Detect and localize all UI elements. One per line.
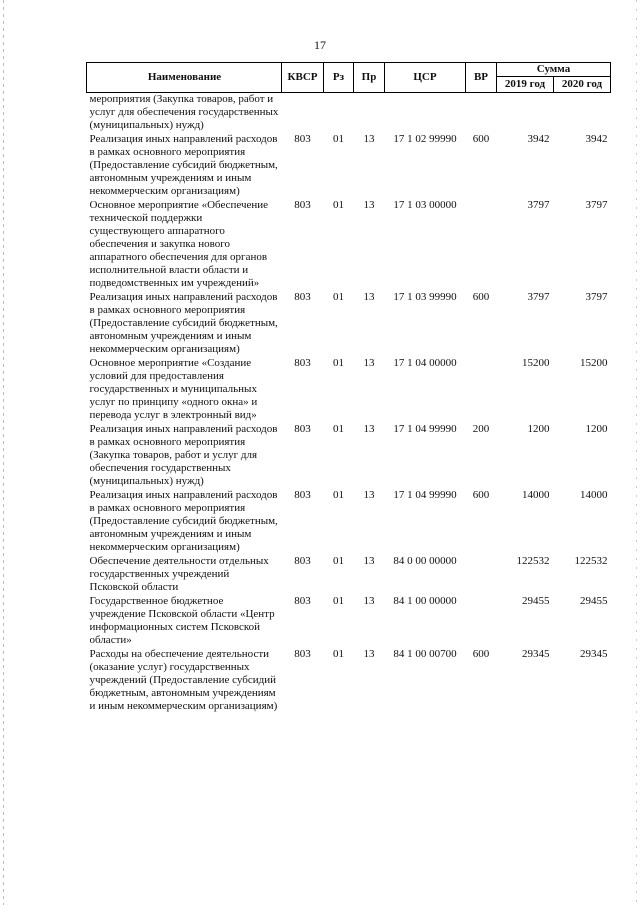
table-body: [87, 93, 611, 715]
header-pr: Пр: [354, 63, 385, 93]
cell-csr: 17 1 04 00000: [393, 357, 457, 369]
cell-vr: [466, 555, 497, 595]
cell-rz: 01: [333, 489, 344, 501]
cell-pr: 13: [363, 595, 375, 607]
cell-pr: 13: [363, 133, 375, 145]
header-rz: Рз: [324, 63, 354, 93]
header-year-2019: 2019 год: [497, 77, 554, 93]
cell-sum-2019: 122532: [516, 555, 550, 567]
table-row: [87, 648, 611, 714]
cell-kvsr: 803: [294, 555, 311, 567]
header-year-2020: 2020 год: [554, 77, 611, 93]
cell-pr: 13: [363, 648, 375, 660]
page-number: 17: [314, 38, 326, 52]
cell-rz: 01: [333, 291, 344, 303]
table-row: [87, 93, 611, 134]
cell-sum-2019: 15200: [522, 357, 550, 369]
cell-sum-2020: 29345: [580, 648, 608, 660]
cell-csr: 17 1 03 00000: [393, 199, 457, 211]
cell-rz: 01: [333, 555, 344, 567]
cell-kvsr: 803: [294, 648, 311, 660]
cell-sum-2020: 122532: [574, 555, 608, 567]
cell-csr: 17 1 04 99990: [393, 423, 457, 435]
cell-kvsr: 803: [294, 199, 311, 211]
cell-sum-2019: 14000: [522, 489, 550, 501]
table-row: [87, 357, 611, 423]
cell-kvsr: 803: [294, 489, 311, 501]
header-csr: ЦСР: [385, 63, 466, 93]
table-row: [87, 133, 611, 199]
cell-sum-2020: [554, 93, 611, 134]
cell-pr: 13: [363, 291, 375, 303]
cell-sum-2020: 3797: [585, 291, 608, 303]
cell-vr: 600: [472, 489, 490, 501]
cell-kvsr: 803: [294, 357, 311, 369]
cell-pr: [354, 93, 385, 134]
cell-kvsr: 803: [294, 133, 311, 145]
table-row: [87, 291, 611, 357]
cell-sum-2019: 3942: [527, 133, 550, 145]
table-row: [87, 423, 611, 489]
header-kvsr: КВСР: [282, 63, 324, 93]
table-row: [87, 199, 611, 291]
cell-rz: 01: [333, 423, 344, 435]
cell-sum-2020: 15200: [580, 357, 608, 369]
cell-sum-2019: 3797: [527, 291, 550, 303]
table-header: [87, 63, 611, 93]
cell-sum-2019: 1200: [527, 423, 550, 435]
cell-kvsr: 803: [294, 291, 311, 303]
cell-pr: 13: [363, 423, 375, 435]
cell-name: Реализация иных направлений расходов в рамках основного мероприятия (Закупка товаров, работ и услуг для обеспечения государственных (муниципальных) нужд): [89, 423, 278, 487]
cell-kvsr: 803: [294, 595, 311, 607]
cell-vr: 600: [472, 648, 490, 660]
cell-sum-2019: 29455: [522, 595, 550, 607]
cell-rz: 01: [333, 133, 344, 145]
cell-name: Реализация иных направлений расходов в рамках основного мероприятия (Предоставление субсидий бюджетным, автономным учреждениям и иным некоммерческим организациям): [89, 489, 278, 553]
cell-sum-2020: 14000: [580, 489, 608, 501]
cell-name: Государственное бюджетное учреждение Псковской области «Центр информационных систем Псковской области»: [89, 595, 275, 646]
cell-pr: 13: [363, 489, 375, 501]
cell-csr: 17 1 04 99990: [393, 489, 457, 501]
cell-vr: 600: [472, 133, 490, 145]
cell-pr: 13: [363, 357, 375, 369]
cell-vr: 200: [472, 423, 490, 435]
budget-table: [86, 62, 611, 714]
cell-sum-2019: 3797: [527, 199, 550, 211]
cell-vr: [466, 199, 497, 291]
cell-csr: 17 1 03 99990: [393, 291, 457, 303]
cell-name: Основное мероприятие «Создание условий для предоставления государственных и муниципальных услуг по принципу «одного окна» и перевода услуг в электронный вид»: [89, 357, 258, 421]
cell-name: Реализация иных направлений расходов в рамках основного мероприятия (Предоставление субсидий бюджетным, автономным учреждениям и иным некоммерческим организациям): [89, 291, 278, 355]
cell-name: мероприятия (Закупка товаров, работ и услуг для обеспечения государственных (муниципальных) нужд): [89, 93, 279, 131]
cell-csr: 84 0 00 00000: [393, 555, 457, 567]
header-vr: ВР: [466, 63, 497, 93]
cell-name: Реализация иных направлений расходов в рамках основного мероприятия (Предоставление субсидий бюджетным, автономным учреждениям и иным некоммерческим организациям): [89, 133, 278, 197]
cell-sum-2020: 29455: [580, 595, 608, 607]
scan-edge-left: [3, 0, 4, 905]
cell-pr: 13: [363, 199, 375, 211]
cell-vr: 600: [472, 291, 490, 303]
cell-csr: [385, 93, 466, 134]
cell-vr: [466, 595, 497, 648]
cell-csr: 84 1 00 00700: [393, 648, 457, 660]
cell-sum-2019: 29345: [522, 648, 550, 660]
cell-sum-2020: 3942: [585, 133, 608, 145]
cell-sum-2020: 3797: [585, 199, 608, 211]
cell-vr: [466, 357, 497, 423]
table-row: [87, 595, 611, 648]
header-name: Наименование: [87, 63, 282, 93]
cell-pr: 13: [363, 555, 375, 567]
scan-edge-right: [636, 0, 637, 905]
cell-csr: 84 1 00 00000: [393, 595, 457, 607]
cell-rz: 01: [333, 595, 344, 607]
cell-rz: 01: [333, 357, 344, 369]
cell-sum-2019: [497, 93, 554, 134]
cell-kvsr: 803: [294, 423, 311, 435]
cell-rz: 01: [333, 199, 344, 211]
cell-name: Основное мероприятие «Обеспечение технической поддержки существующего аппаратного обеспечения и закупка нового аппаратного обеспечения для органов исполнительной власти области и подведомственных им учреждений»: [89, 199, 269, 289]
header-sum: Сумма: [497, 63, 611, 77]
cell-vr: [466, 93, 497, 134]
table-row: [87, 555, 611, 595]
cell-name: Расходы на обеспечение деятельности (оказание услуг) государственных учреждений (Предоставление субсидий бюджетным, автономным учреждениям и иным некоммерческим организациям): [89, 648, 278, 712]
cell-csr: 17 1 02 99990: [393, 133, 457, 145]
table-row: [87, 489, 611, 555]
cell-kvsr: [282, 93, 324, 134]
cell-sum-2020: 1200: [585, 423, 608, 435]
cell-rz: 01: [333, 648, 344, 660]
cell-rz: [324, 93, 354, 134]
cell-name: Обеспечение деятельности отдельных государственных учреждений Псковской области: [89, 555, 269, 593]
